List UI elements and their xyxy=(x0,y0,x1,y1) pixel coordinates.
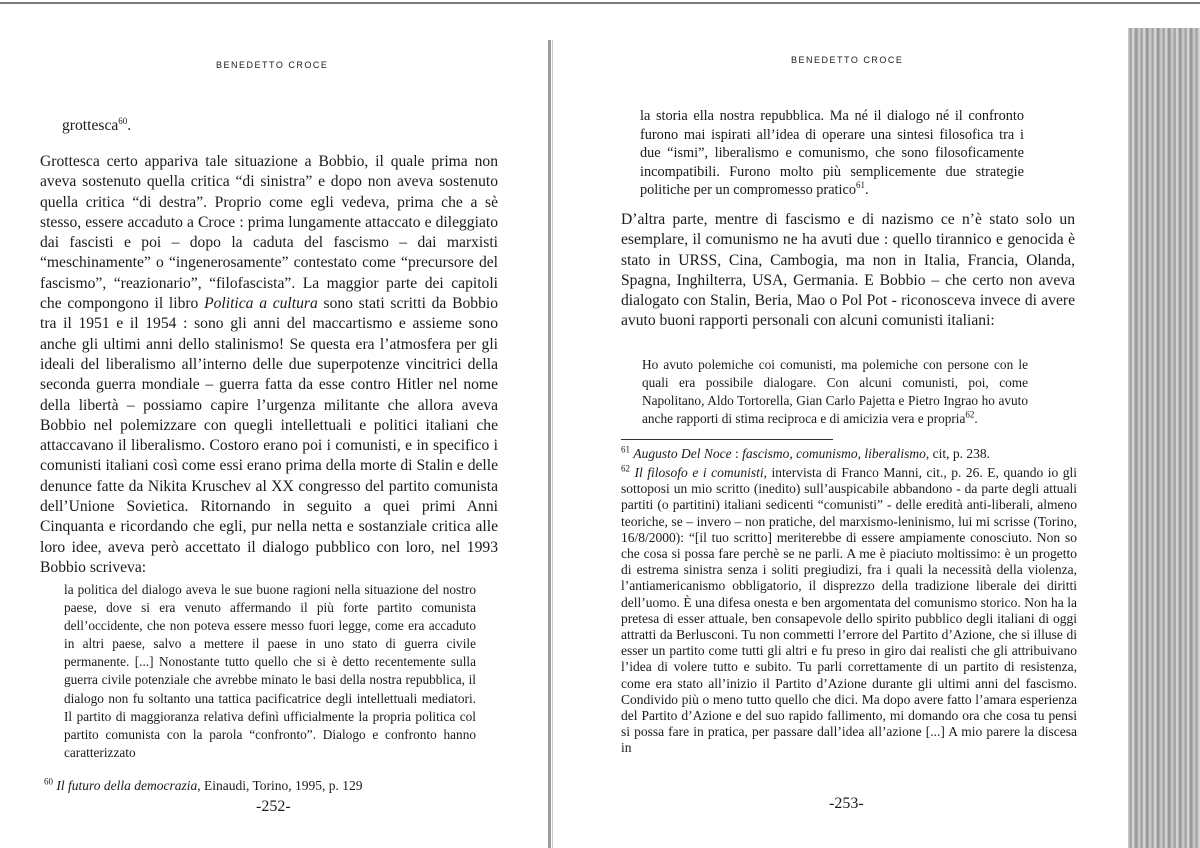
footnote-60 xyxy=(44,778,464,794)
footnote-61 xyxy=(621,446,1077,462)
main-paragraph xyxy=(621,210,1075,332)
footnote-title: Il futuro della democrazia xyxy=(56,778,198,793)
block-quote: la politica del dialogo aveva le sue buone ragioni nella situazione del nostro paese, dove si era venuto affermando il più forte partito comunista dell’occidente, che non poteva essere messo fuori legge, come era accaduto in altri paese, salvo a mettere il paese in uno stato di guerra civile permanente. [...] Nonostante tutto quello che si è detto recentemente sulla guerra civile potenziale che avrebbe minato le basi della nostra repubblica, il dialogo non fu soltanto una tattica pacificatrice degli intellettuali mediatori. Il partito di maggioranza relativa definì ufficialmente la propria politica col partito comunista con la parola “confronto”. Dialogo e confronto hanno caratterizzato xyxy=(64,582,476,760)
running-header: BENEDETTO CROCE xyxy=(791,55,904,65)
footnote-number: 61 xyxy=(621,444,630,455)
footnote-separator-text: : xyxy=(731,446,743,461)
footnote-text: , Einaudi, Torino, 1995, p. 129 xyxy=(197,778,363,793)
book-title: Politica a cultura xyxy=(204,295,318,313)
footnote-title: fascismo, comunismo, liberalismo xyxy=(742,446,926,461)
main-paragraph xyxy=(40,152,498,578)
footnote-ref: 60 xyxy=(118,115,128,126)
book-gutter-shadow xyxy=(552,40,553,848)
continuation-paragraph: la storia ella nostra repubblica. Ma né il dialogo né il confronto furono mai ispirati all’idea di operare una sintesi filosofica tra i due “ismi”, liberalismo e comunismo, che sono filosoficamente incompatibili. Furono molto più semplicemente due strategie politiche per un compromesso pratico$^{61}$. xyxy=(640,108,1024,198)
footnote-text: , cit, p. 238. xyxy=(925,446,990,461)
footnote-62 xyxy=(621,465,1077,757)
footnote-ref: 62 xyxy=(965,409,975,420)
footnote-ref: 61 xyxy=(855,180,865,191)
page-edge-shadow xyxy=(1128,28,1200,848)
paragraph-text: Grottesca certo appariva tale situazione a Bobbio, il quale prima non aveva sostenuto quella critica “di sinistra” e dopo non aveva sostenuto quella critica “di destra”. Proprio come egli vedeva, prima che a sè stesso, essere accaduto a Croce : prima lungamente attaccato e dileggiato dai fascisti e poi – dopo la caduta del fascismo – dai marxisti “meschinamente” o “ingenerosamente” contestato come “precursore del fascismo”, “reazionario”, “filofascista”. La maggior parte dei capitoli che compongono il libro xyxy=(40,153,498,313)
paragraph-text: la storia ella nostra repubblica. Ma né il dialogo né il confronto furono mai ispirati all’idea di operare una sintesi filosofica tra i due “ismi”, liberalismo e comunismo, che sono filosoficamente incompatibili. Furono molto più semplicemente due strategie politiche per un compromesso pratico xyxy=(640,108,1024,198)
footnote-separator xyxy=(621,439,833,440)
paragraph-text-cont: sono stati scritti da Bobbio tra il 1951 e il 1954 : sono gli anni del maccartismo e assieme sono anche gli ultimi anni dello stalinismo! Se questa era l’atmosfera per gli ideali del liberalismo all’interno delle due superpotenze vincitrici della seconda guerra mondiale – guerra fatta da esse contro Hitler nel nome della libertà – possiamo capire l’urgenza militante che allora aveva Bobbio nel polemizzare con quegli intellettuali e politici italiani che attaccavano il liberalismo. Costoro erano poi i comunisti, e in specifico i comunisti italiani così come essi erano prima della morte di Stalin e delle denunce fatte da Nikita Kruschev al XX congresso del partito comunista dell’Unione Sovietica. Ritornando in seguito a quei primi Anni Cinquanta e ricordando che egli, pur nella netta e sostanziale critica alle loro idee, aveva però accettato il dialogo pubblico con loro, nel 1993 Bobbio scriveva: xyxy=(40,295,498,576)
book-gutter xyxy=(548,40,551,848)
footnote-title: Il filosofo e i comunisti xyxy=(634,465,764,480)
block-quote: Ho avuto polemiche coi comunisti, ma polemiche con persone con le quali era possibile dialogare. Con alcuni comunisti, poi, come Napolitano, Aldo Tortorella, Gian Carlo Pajetta e Pietro Ingrao ho avuto anche rapporti di stima reciproca e di amicizia vera e propria$^{62}$. xyxy=(642,357,1028,427)
opening-fragment: grottesca$^{60}$. xyxy=(62,115,132,134)
footnote-text: , intervista di Franco Manni, cit., p. 26. E, quando io gli sottoposi un mio scritto (inedito) sull’auspicabile abbandono - da parte degli attuali partiti (o partitini) italiani sedicenti “comunisti” - delle eredità anti-liberali, almeno teoriche, se – invero – non pratiche, del marxismo-leninismo, lui mi scrisse (Torino, 16/8/2000): “[il tuo scritto] meriterebbe di essere ampiamente conosciuto. Non so che cosa si possa fare perchè se ne parli. A me è piaciuto moltissimo: è un progetto di estrema sinistra senza i soliti pregiudizi, fra i quali la necessità della violenza, l’antiamericanismo obbligatorio, il disprezzo della tradizione liberale dei diritti dell’uomo. È una difesa onesta e ben argomentata del comunismo storico. Non ha la pretesa di esser attuale, ben consapevole dello spirito pubblico degli italiani di oggi attratti da Berlusconi. Tu non commetti l’errore del Partito d’Azione, che si illuse di esser un partito come tutti gli altri e fu preso in giro dai realisti che gli attribuivano l’idea di volere tutto e subito. Tu parli correttamente di un partito di resistenza, come era stato all’inizio il Partito d’Azione durante gli ultimi anni del fascismo. Condivido più o meno tutto quello che dici. Ma dopo avere fatto l’amara esperienza del Partito d’Azione e del suo rapido fallimento, mi domando ora che cosa tu pensi si possa fare in pratica, per passare dall’idea all’azione [...] A mio parere la discesa in xyxy=(621,465,1077,756)
quote-text: Ho avuto polemiche coi comunisti, ma polemiche con persone con le quali era possibile dialogare. Con alcuni comunisti, poi, come Napolitano, Aldo Tortorella, Gian Carlo Pajetta e Pietro Ingrao ho avuto anche rapporti di stima reciproca e di amicizia vera e propria xyxy=(642,357,1028,427)
page-number: -252- xyxy=(256,798,291,815)
opening-text: grottesca xyxy=(62,117,119,134)
running-header: BENEDETTO CROCE xyxy=(216,60,329,70)
page-number: -253- xyxy=(829,795,864,812)
paragraph-text: D’altra parte, mentre di fascismo e di nazismo ce n’è stato solo un esemplare, il comunismo ne ha avuti due : quello tirannico e genocida è stato in URSS, Cina, Cambogia, ma non in Italia, Francia, Olanda, Spagna, Inghilterra, USA, Germania. E Bobbio – che certo non aveva dialogato con Stalin, Beria, Mao o Pol Pot - riconosceva invece di avere avuto buoni rapporti personali con alcuni comunisti italiani: xyxy=(621,211,1075,330)
footnote-author: Augusto Del Noce xyxy=(633,446,732,461)
footnote-number: 62 xyxy=(621,463,630,474)
footnote-number: 60 xyxy=(44,776,53,787)
scan-top-edge xyxy=(0,2,1200,4)
